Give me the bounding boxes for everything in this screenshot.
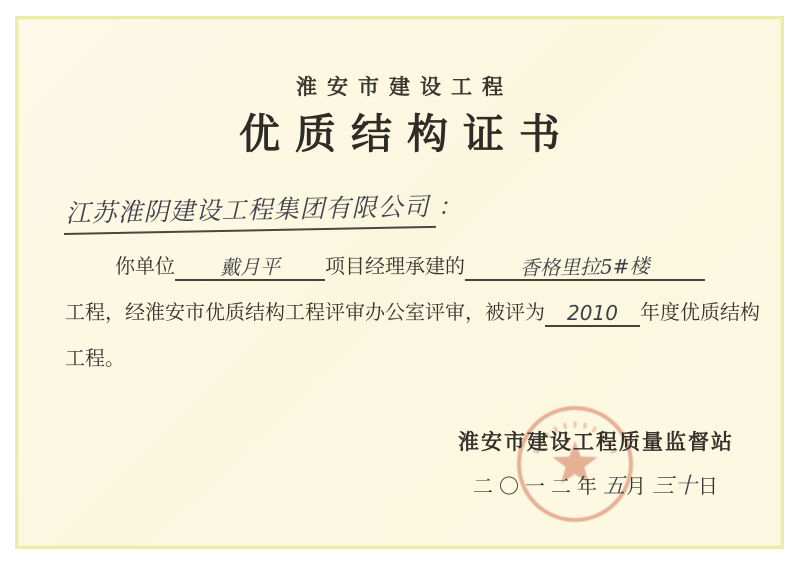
year-handwriting: 2010	[567, 301, 618, 325]
manager-name-handwriting: 戴月平	[219, 254, 281, 280]
date-day-handwriting: 三十	[652, 474, 699, 499]
manager-name-blank	[175, 253, 325, 281]
issue-date-line	[473, 469, 724, 500]
date-month-handwriting: 五	[603, 474, 627, 499]
issuer-name: 淮安市建设工程质量监督站	[458, 430, 734, 454]
body-line-2	[65, 299, 760, 327]
date-year: 二〇一二年	[473, 476, 603, 498]
body-line-3: 工程。	[65, 348, 125, 370]
date-day-label: 日	[698, 476, 725, 498]
line1-prefix: 你单位	[115, 256, 175, 278]
line1-middle: 项目经理承建的	[325, 256, 465, 278]
certificate-subtitle: 淮安市建设工程	[296, 75, 513, 99]
project-name-handwriting: 香格里拉5#楼	[520, 253, 650, 281]
recipient-company-name: 江苏淮阴建设工程集团有限公司	[63, 190, 436, 235]
date-month-label: 月	[626, 476, 653, 498]
project-name-blank	[465, 253, 705, 281]
certificate-title: 优质结构证书	[239, 111, 575, 157]
recipient-line	[63, 189, 462, 235]
line2-suffix: 年度优质结构	[640, 302, 760, 324]
year-blank	[545, 299, 640, 327]
certificate-paper	[15, 16, 784, 549]
recipient-colon: ：	[437, 192, 462, 221]
official-seal-icon	[512, 401, 638, 527]
body-line-1	[115, 253, 705, 281]
line2-text: 工程，经淮安市优质结构工程评审办公室评审，被评为	[65, 302, 545, 324]
